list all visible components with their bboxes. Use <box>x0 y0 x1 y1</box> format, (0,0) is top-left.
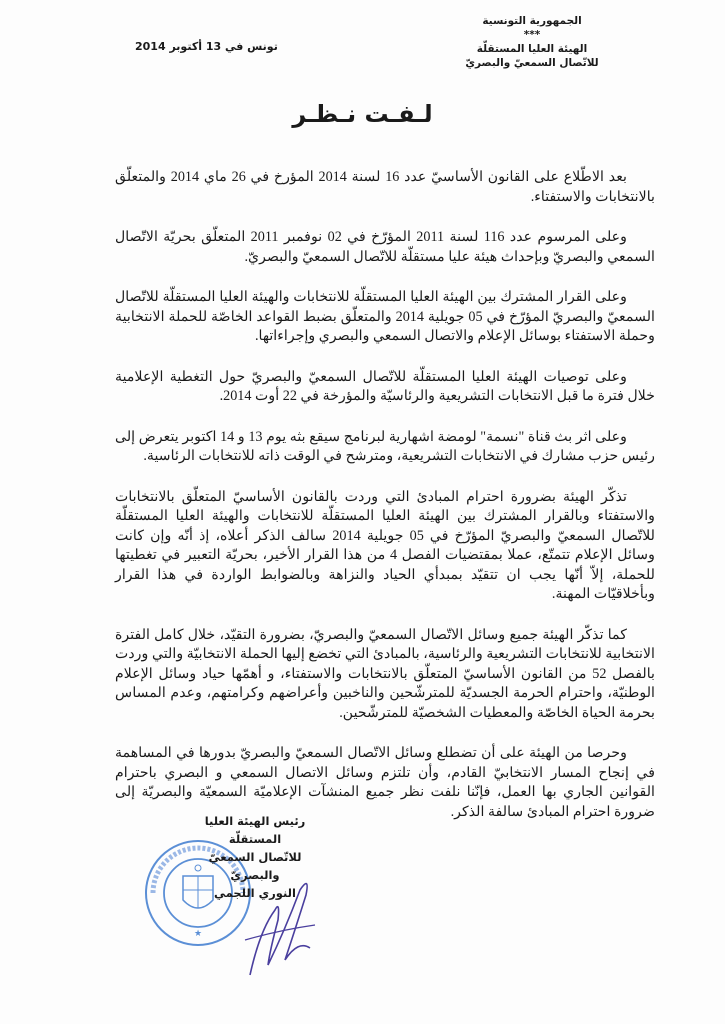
paragraph-recommendations: وعلى توصيات الهيئة العليا المستقلّة للاتّصال السمعيّ والبصريّ حول التغطية الإعلامية خلال فترة ما قبل الانتخابات التشريعية والرئاسيّة والمؤرخة في 22 أوت 2014. <box>115 368 655 404</box>
paragraph-joint-decision: وعلى القرار المشترك بين الهيئة العليا المستقلّة للانتخابات والهيئة العليا المستقلّة للاتّصال السمعيّ والبصريّ المؤرّخ في 05 جويلية 2014 والمتعلّق بضبط القواعد الخاصّة للحملة الانتخابية وحملة الاستفتاء بوسائل الإعلام والاتصال السمعي والبصري وإجراءاتها. <box>115 289 655 344</box>
paragraph-broadcast-incident: وعلى اثر بث قناة "نسمة" لومضة اشهارية لبرنامج سيقع بثه يوم 13 و 14 اكتوبر يتعرض إلى رئيس حزب مشارك في الانتخابات التشريعية، ومترشح في الوقت ذاته للانتخابات الرئاسية. <box>115 428 655 464</box>
letterhead-org-subtitle: للاتّصال السمعيّ والبصريّ <box>465 57 599 69</box>
signatory-name: النوري اللجمي <box>214 886 296 900</box>
handwritten-signature-icon <box>240 870 320 980</box>
svg-text:★: ★ <box>193 929 203 939</box>
paragraph-conclusion: وحرصا من الهيئة على أن تضطلع وسائل الاتّصال السمعيّ والبصريّ بدورها في المساهمة في إنجاح المسار الانتخابيّ القادم، وأن تلتزم وسائل الاتصال السمعي و البصري باحترام القوانين الجاري بها العمل، فإنّنا نلفت نظر جميع المنشآت الإعلاميّة السمعيّة والبصريّة إلى ضرورة احترام المبادئ سالفة الذكر. <box>115 745 655 820</box>
paragraph-law-reference: بعد الاطّلاع على القانون الأساسيّ عدد 16 لسنة 2014 المؤرخ في 26 ماي 2014 والمتعلّق بالانتخابات والاستفتاء. <box>115 169 655 205</box>
paragraph-reminder-principles: تذكّر الهيئة بضرورة احترام المبادئ التي وردت بالقانون الأساسيّ المتعلّق بالانتخابات والاستفتاء وبالقرار المشترك بين الهيئة العليا المستقلّة للانتخابات والهيئة العليا المستقلّة للاتّصال السمعيّ والبصريّ المؤرّخ في 05 جويلية 2014 سالف الذكر أعلاه، إذ أنّه وإن كانت وسائل الإعلام تتمتّع، عملا بمقتضيات الفصل 4 من هذا القرار الأخير، بحريّة التعبير في تغطيتها للحملة، إلاّ أنّها يجب ان تتقيّد بمبدأي الحياد والنزاهة وبالضوابط الواردة في هذا القرار وبأخلاقيّات المهنة. <box>115 488 656 602</box>
letter-body <box>115 168 655 843</box>
place-date: تونس في 13 أكتوبر 2014 <box>135 40 278 53</box>
letterhead-org-name: الهيئة العليا المستقلّة <box>476 43 588 55</box>
letterhead <box>457 14 607 70</box>
letterhead-separator: *** <box>523 29 541 41</box>
signatory-org: للاتّصال السمعيّ والبصريّ <box>208 850 302 882</box>
paragraph-reminder-all-media: كما تذكّر الهيئة جميع وسائل الاتّصال السمعيّ والبصريّ، بضرورة التقيّد، خلال كامل الفترة الانتخابية للانتخابات التشريعية والرئاسية، بالمبادئ التي تخضع إليها الحملة الانتخابيّة والتي وردت بالفصل 52 من القانون الأساسيّ المتعلّق بالانتخابات والاستفتاء، و أهمّها حياد وسائل الإعلام الوطنيّة، واحترام الحرمة الجسديّة للمترشّحين والناخبين وأعراضهم وكرامتهم، وعدم المساس بحرمة الحياة الخاصّة والمعطيات الشخصيّة للمترشّحين. <box>115 626 655 721</box>
letterhead-country: الجمهورية التونسية <box>482 15 582 27</box>
document-title: لـفـت نـظـر <box>292 100 433 128</box>
paragraph-decree-reference: وعلى المرسوم عدد 116 لسنة 2011 المؤرّخ في 02 نوفمبر 2011 المتعلّق بحريّة الاتّصال السمعي والبصريّ وبإحداث هيئة عليا مستقلّة للاتّصال السمعيّ والبصريّ. <box>115 229 655 265</box>
signatory-title: رئيس الهيئة العليا المستقلّة <box>204 814 306 846</box>
